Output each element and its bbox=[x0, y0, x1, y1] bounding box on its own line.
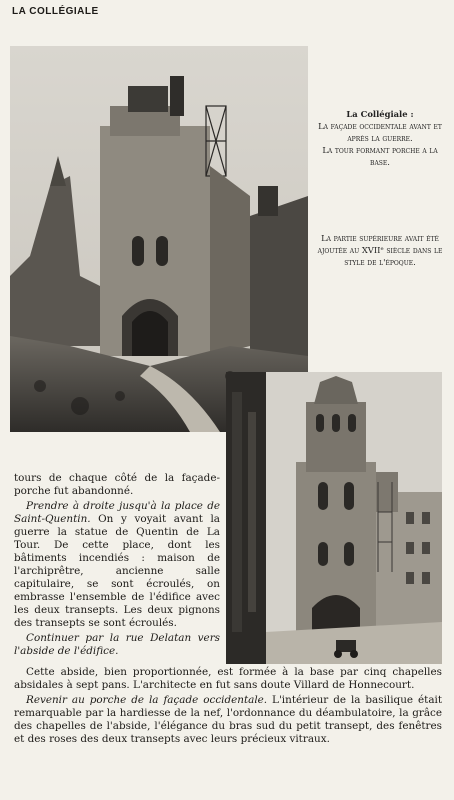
paragraph-1: tours de chaque côté de la façade-porche fut abandonné. bbox=[14, 472, 220, 497]
caption-top bbox=[316, 108, 444, 168]
paragraph-4: Cette abside, bien proportionnée, est formée à la base par cinq chapelles absidales à sept pans. L'architecte en fut sans doute Villard de Honnecourt. bbox=[14, 666, 442, 691]
paragraph-2-text: On y voyait avant la guerre la statue de Quentin de La Tour. De cette place, dont les bâtiments incendiés : maison de l'archiprêtre, ancienne salle capitulaire, se sont écroulés, on embrasse l'ensemble de l'édifice avec les deux transepts. Les deux pignons des transepts se sont écroulés. bbox=[14, 513, 220, 629]
caption-title: La Collégiale : bbox=[346, 109, 414, 119]
caption-line-2: La tour formant porche a la base. bbox=[322, 145, 438, 167]
caption-bottom bbox=[316, 232, 444, 268]
caption-line-1: La façade occidentale avant et après la guerre. bbox=[318, 121, 442, 143]
paragraph-3 bbox=[14, 632, 220, 658]
text-column-left bbox=[14, 472, 220, 660]
caption-bottom-text: La partie supérieure avait été ajoutée au XVIIᵉ siècle dans le style de l'époque. bbox=[317, 233, 443, 267]
paragraph-5-text: L'intérieur de la basilique était remarquable par la hardiesse de la nef, l'ordonnance du déambulatoire, la grâce des chapelles de l'abside, l'élégance du bras sud du petit transept, des fenêtres et des roses des deux transepts avec leurs précieux vitraux. bbox=[14, 694, 443, 745]
paragraph-5 bbox=[14, 694, 442, 746]
direction-rue-delatan: Continuer par la rue Delatan vers l'abside de l'édifice. bbox=[14, 632, 220, 657]
text-full-width bbox=[14, 666, 442, 748]
running-head: LA COLLÉGIALE bbox=[12, 6, 99, 17]
direction-place-saint-quentin: Prendre à droite jusqu'à la place de Saint-Quentin. bbox=[14, 500, 220, 525]
paragraph-2 bbox=[14, 500, 220, 630]
photo-facade-before-war bbox=[226, 372, 442, 664]
direction-porche: Revenir au porche de la façade occidentale. bbox=[26, 694, 268, 706]
